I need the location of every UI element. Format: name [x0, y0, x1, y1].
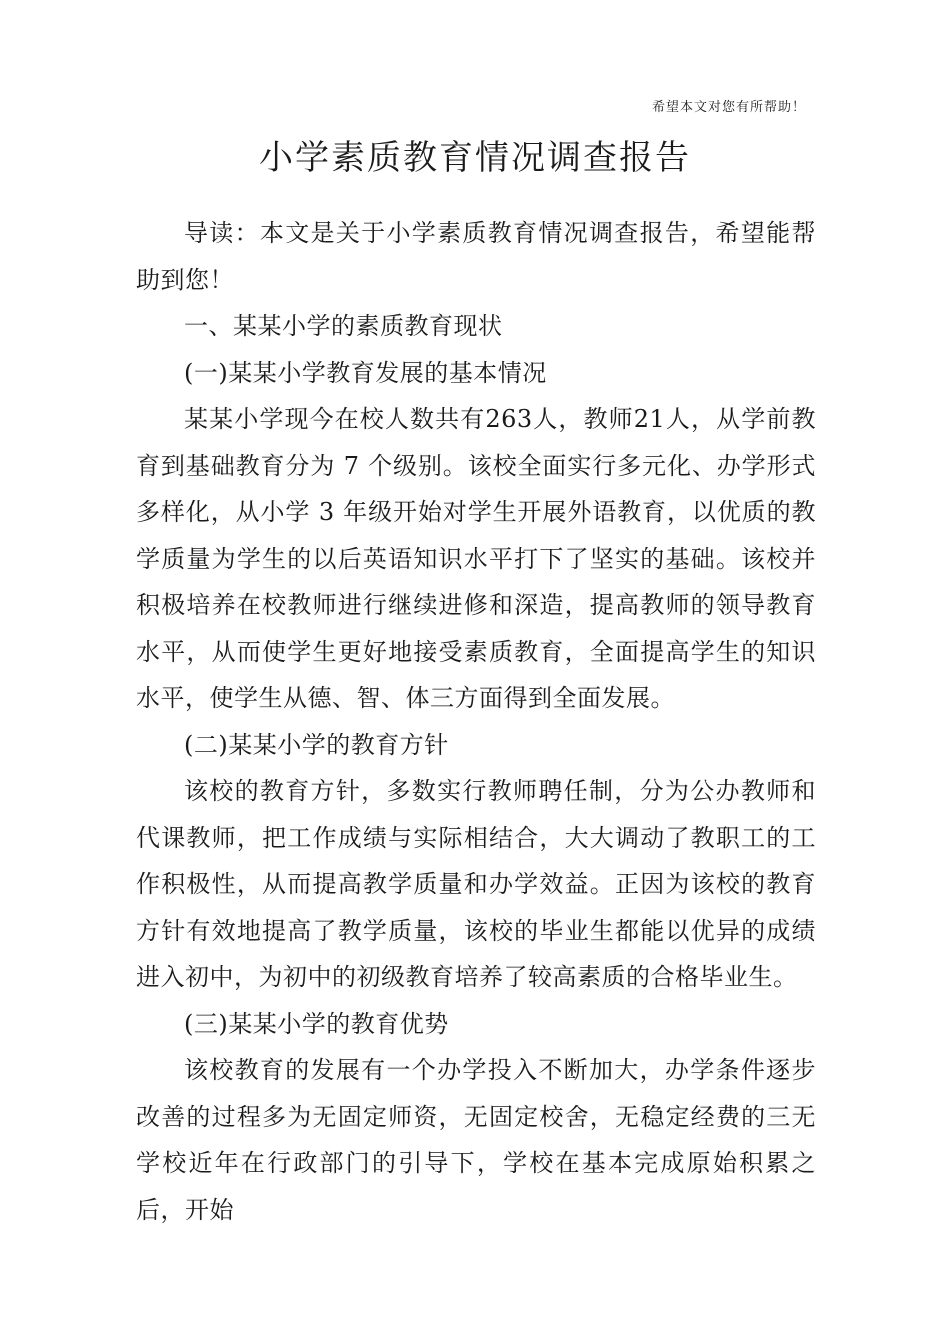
section-heading-1: 一、某某小学的素质教育现状	[184, 312, 503, 340]
subsection-heading-2: (二)某某小学的教育方针	[184, 730, 449, 759]
subsection-paragraph-3: 该校教育的发展有一个办学投入不断加大，办学条件逐步改善的过程多为无固定师资，无固定校舍，无稳定经费的三无学校近年在行政部门的引导下，学校在基本完成原始积累之后，开始	[136, 1056, 816, 1224]
document-body	[136, 210, 816, 1233]
subsection-paragraph-2: 该校的教育方针，多数实行教师聘任制，分为公办教师和代课教师，把工作成绩与实际相结合，大大调动了教职工的工作积极性，从而提高教学质量和办学效益。正因为该校的教育方针有效地提高了教学质量，该校的毕业生都能以优异的成绩进入初中，为初中的初级教育培养了较高素质的合格毕业生。	[136, 777, 816, 991]
subsection-paragraph-1: 某某小学现今在校人数共有263人，教师21人，从学前教育到基础教育分为 7 个级别。该校全面实行多元化、办学形式多样化，从小学 3 年级开始对学生开展外语教育，以优质的教学质量为学生的以后英语知识水平打下了坚实的基础。该校并积极培养在校教师进行继续进修和深造，提高教师的领导教育水平，从而使学生更好地接受素质教育，全面提高学生的知识水平，使学生从德、智、体三方面得到全面发展。	[136, 405, 816, 712]
page-title: 小学素质教育情况调查报告	[259, 138, 691, 178]
subsection-heading-1: (一)某某小学教育发展的基本情况	[184, 358, 547, 387]
subsection-heading-3: (三)某某小学的教育优势	[184, 1009, 449, 1038]
intro-paragraph: 导读：本文是关于小学素质教育情况调查报告，希望能帮助到您！	[136, 219, 816, 294]
header-note: 希望本文对您有所帮助！	[651, 100, 806, 115]
